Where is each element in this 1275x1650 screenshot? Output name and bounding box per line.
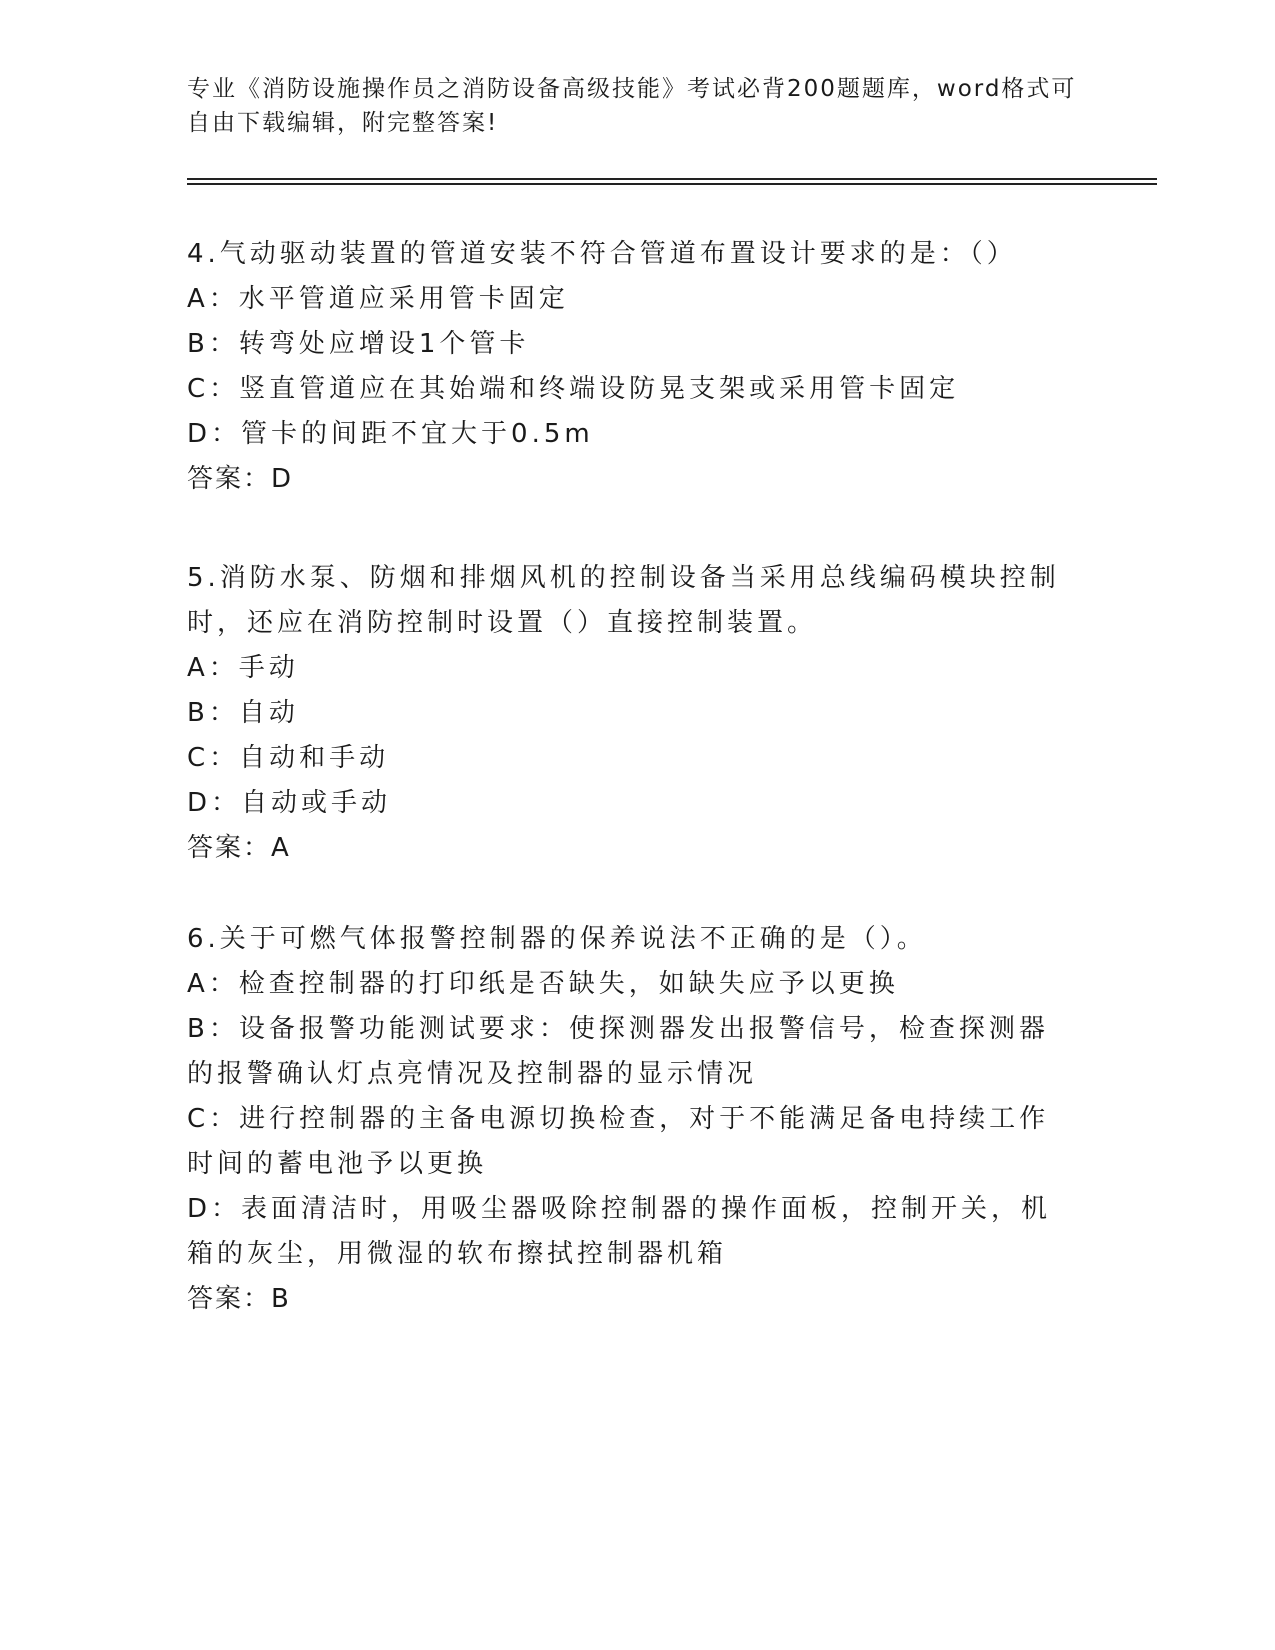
- option-a: A：检查控制器的打印纸是否缺失，如缺失应予以更换: [187, 969, 899, 999]
- option-b: B：转弯处应增设1个管卡: [187, 329, 530, 359]
- question-block: [187, 556, 1077, 871]
- question-block: [187, 917, 1077, 1322]
- question-stem: 4.气动驱动装置的管道安装不符合管道布置设计要求的是：（）: [187, 239, 1017, 269]
- option-c: C：竖直管道应在其始端和终端设防晃支架或采用管卡固定: [187, 374, 960, 404]
- option-c: C：自动和手动: [187, 743, 390, 773]
- option-b: B：自动: [187, 698, 299, 728]
- header-divider-top: [187, 178, 1157, 180]
- answer-line: 答案：B: [187, 1284, 291, 1314]
- option-a: A：水平管道应采用管卡固定: [187, 284, 569, 314]
- header-divider-bottom: [187, 183, 1157, 185]
- option-b: B：设备报警功能测试要求：使探测器发出报警信号，检查探测器的报警确认灯点亮情况及控制器的显示情况: [187, 1014, 1049, 1089]
- document-header: 专业《消防设施操作员之消防设备高级技能》考试必背200题题库，word格式可自由下载编辑，附完整答案!: [187, 76, 1077, 136]
- answer-line: 答案：A: [187, 833, 291, 863]
- option-d: D：表面清洁时，用吸尘器吸除控制器的操作面板，控制开关，机箱的灰尘，用微湿的软布擦拭控制器机箱: [187, 1194, 1052, 1269]
- answer-line: 答案：D: [187, 464, 294, 494]
- question-stem: 6.关于可燃气体报警控制器的保养说法不正确的是（）。: [187, 924, 927, 954]
- question-stem: 5.消防水泵、防烟和排烟风机的控制设备当采用总线编码模块控制时，还应在消防控制时设置（）直接控制装置。: [187, 563, 1060, 638]
- option-a: A：手动: [187, 653, 299, 683]
- question-block: [187, 232, 1077, 502]
- option-d: D：管卡的间距不宜大于0.5m: [187, 419, 594, 449]
- option-c: C：进行控制器的主备电源切换检查，对于不能满足备电持续工作时间的蓄电池予以更换: [187, 1104, 1050, 1179]
- option-d: D：自动或手动: [187, 788, 392, 818]
